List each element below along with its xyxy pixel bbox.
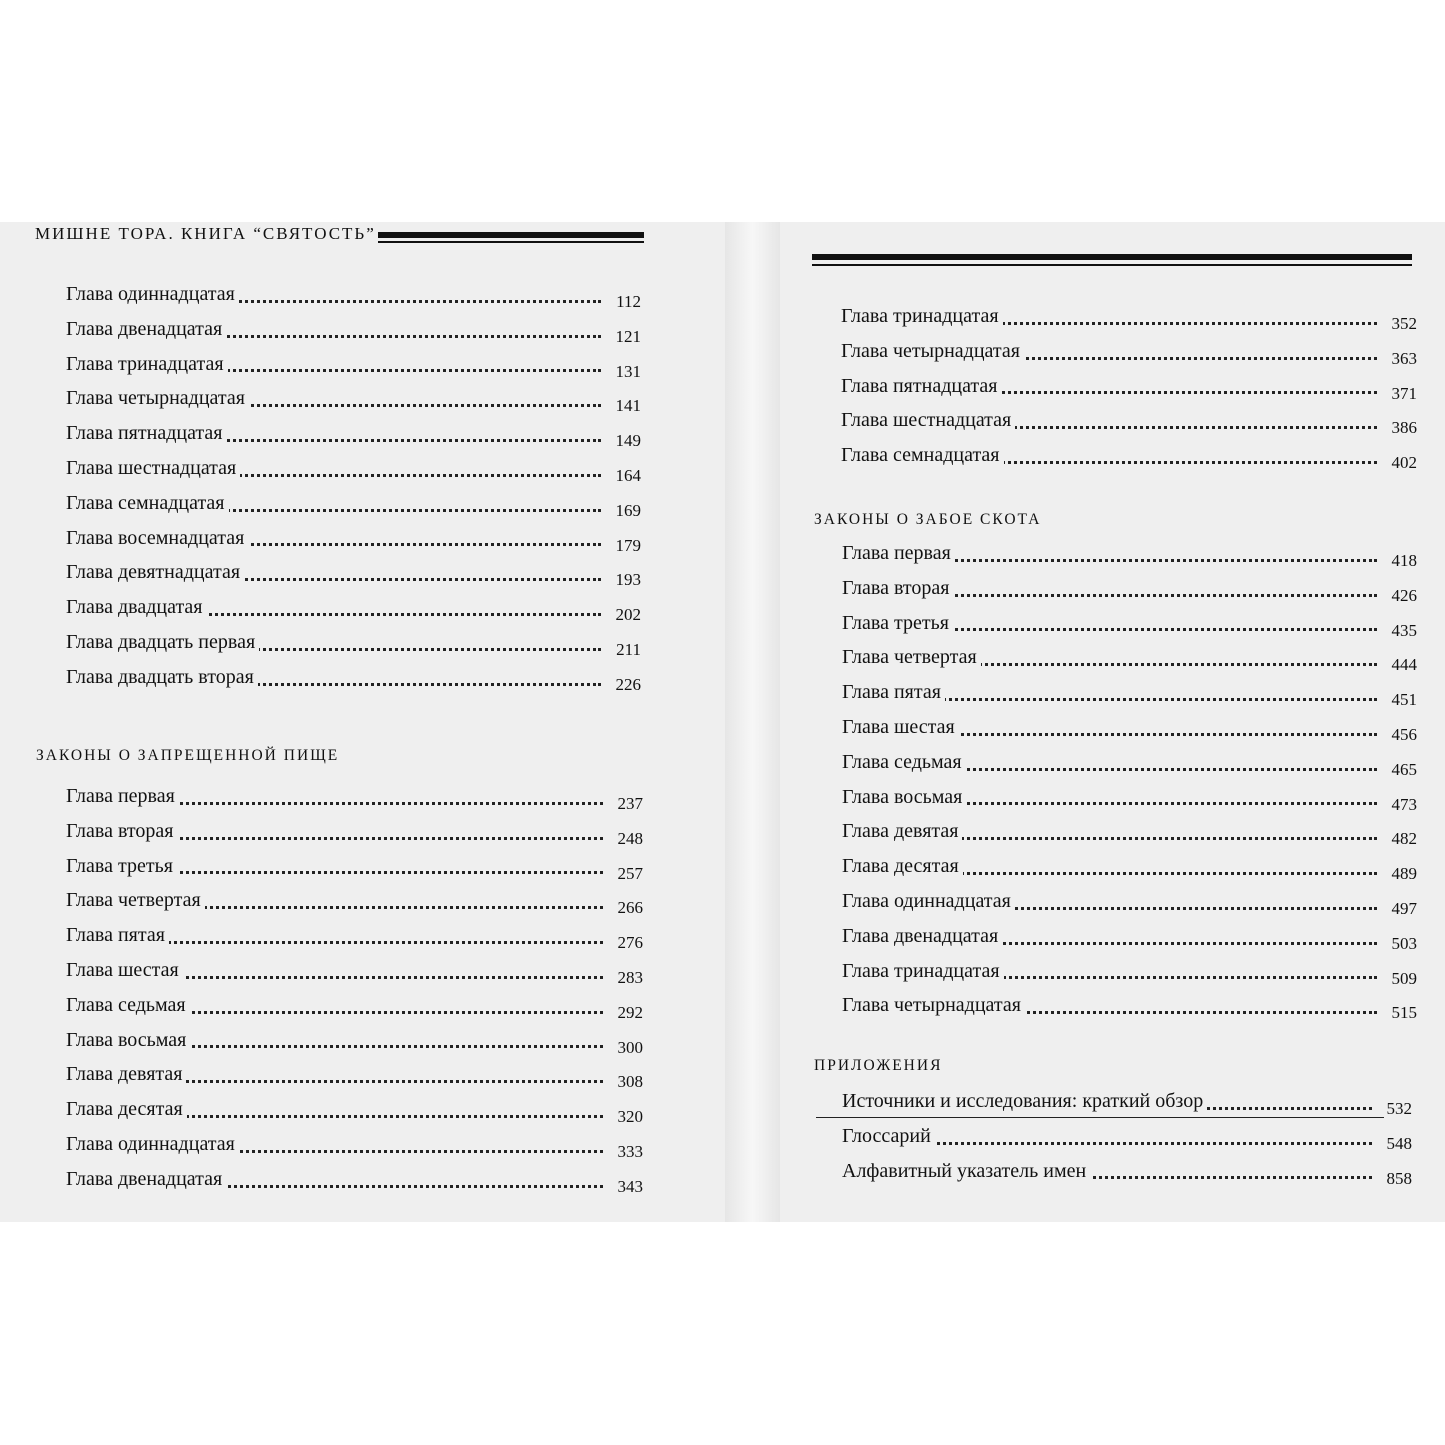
toc-entry-page: 112 — [613, 285, 641, 320]
toc-entry-title: Алфавитный указатель имен — [842, 1160, 1090, 1182]
toc-entry-page: 257 — [615, 857, 644, 892]
toc-entry — [842, 675, 1417, 710]
toc-entry-title: Глава шестая — [842, 716, 959, 738]
toc-entry-page: 169 — [613, 494, 642, 529]
toc-entry-page: 532 — [1384, 1092, 1413, 1127]
toc-entry-title: Глоссарий — [842, 1125, 935, 1147]
toc-entry — [66, 590, 641, 625]
toc-entry — [66, 883, 643, 918]
toc-entry — [841, 403, 1417, 438]
toc-entry — [66, 1023, 643, 1058]
toc-list — [842, 1084, 1412, 1188]
toc-entry-title: Глава двадцать первая — [66, 631, 259, 653]
toc-entry — [66, 849, 643, 884]
toc-entry-page: 333 — [615, 1135, 644, 1170]
toc-entry — [841, 334, 1417, 369]
toc-entry-title: Глава первая — [66, 785, 179, 807]
toc-entry-title: Глава двенадцатая — [66, 1168, 226, 1190]
toc-entry-page: 548 — [1384, 1127, 1413, 1162]
toc-entry-title: Глава пятнадцатая — [66, 422, 227, 444]
header-rule-thin — [812, 264, 1412, 266]
toc-entry-page: 121 — [613, 320, 642, 355]
toc-entry-title: Источники и исследования: краткий обзор — [842, 1090, 1207, 1112]
toc-entry-page: 292 — [615, 996, 644, 1031]
section-title: ЗАКОНЫ О ЗАПРЕЩЕННОЙ ПИЩЕ — [36, 747, 340, 764]
toc-entry — [66, 347, 641, 382]
toc-list — [66, 779, 643, 1197]
toc-entry — [66, 555, 641, 590]
toc-entry-page: 515 — [1389, 996, 1418, 1031]
toc-entry — [66, 381, 641, 416]
appendix-rule — [816, 1117, 1412, 1118]
toc-entry — [842, 710, 1417, 745]
toc-entry — [66, 451, 641, 486]
toc-entry-page: 237 — [615, 787, 644, 822]
toc-entry — [842, 919, 1417, 954]
toc-entry — [842, 536, 1417, 571]
toc-entry-page: 226 — [613, 668, 642, 703]
toc-entry-page: 444 — [1389, 648, 1418, 683]
toc-entry-title: Глава десятая — [842, 855, 963, 877]
toc-entry-title: Глава пятая — [66, 924, 169, 946]
toc-entry — [66, 416, 641, 451]
toc-entry — [841, 299, 1417, 334]
toc-entry-page: 179 — [613, 529, 642, 564]
toc-entry-page: 426 — [1389, 579, 1418, 614]
book-gutter — [725, 222, 780, 1222]
toc-entry-title: Глава двенадцатая — [842, 925, 1002, 947]
toc-list — [841, 299, 1417, 473]
toc-entry — [841, 438, 1417, 473]
toc-entry-title: Глава четырнадцатая — [842, 994, 1025, 1016]
toc-entry — [842, 814, 1417, 849]
toc-entry-title: Глава третья — [66, 855, 177, 877]
toc-entry — [66, 1162, 643, 1197]
toc-entry — [842, 988, 1417, 1023]
toc-entry-page: 320 — [615, 1100, 644, 1135]
toc-entry-page: 248 — [615, 822, 644, 857]
toc-entry-title: Глава девятнадцатая — [66, 561, 244, 583]
toc-entry — [66, 521, 641, 556]
toc-entry-page: 266 — [615, 891, 644, 926]
header-rule — [812, 254, 1412, 260]
toc-entry — [842, 1154, 1412, 1189]
toc-entry-page: 363 — [1389, 342, 1418, 377]
toc-entry-title: Глава вторая — [66, 820, 177, 842]
toc-entry-title: Глава шестая — [66, 959, 183, 981]
toc-entry — [66, 988, 643, 1023]
toc-entry — [66, 779, 643, 814]
toc-entry-title: Глава девятая — [842, 820, 962, 842]
toc-entry-page: 465 — [1389, 753, 1418, 788]
toc-entry-title: Глава десятая — [66, 1098, 187, 1120]
appendix-title: ПРИЛОЖЕНИЯ — [814, 1057, 943, 1074]
toc-entry-page: 352 — [1389, 307, 1418, 342]
toc-entry-title: Глава двадцатая — [66, 596, 207, 618]
toc-entry — [66, 918, 643, 953]
toc-entry-page: 435 — [1389, 614, 1418, 649]
toc-entry-title: Глава шестнадцатая — [66, 457, 240, 479]
toc-entry-page: 402 — [1389, 446, 1418, 481]
toc-entry — [66, 1092, 643, 1127]
toc-entry — [842, 884, 1417, 919]
running-head: МИШНЕ ТОРА. КНИГА “СВЯТОСТЬ” — [35, 224, 376, 243]
toc-entry — [841, 369, 1417, 404]
book-spread — [0, 222, 1445, 1222]
toc-entry-title: Глава третья — [842, 612, 953, 634]
toc-entry — [66, 486, 641, 521]
toc-entry — [66, 1057, 643, 1092]
toc-entry-title: Глава пятая — [842, 681, 945, 703]
toc-entry-page: 489 — [1389, 857, 1418, 892]
toc-entry-page: 343 — [615, 1170, 644, 1205]
toc-entry-page: 482 — [1389, 822, 1418, 857]
toc-entry-title: Глава одиннадцатая — [842, 890, 1015, 912]
toc-entry — [842, 849, 1417, 884]
toc-entry-page: 418 — [1389, 544, 1418, 579]
toc-entry-title: Глава восьмая — [842, 786, 966, 808]
toc-entry — [66, 312, 641, 347]
toc-entry-page: 509 — [1389, 962, 1418, 997]
toc-entry-page: 371 — [1389, 377, 1418, 412]
toc-entry-page: 131 — [613, 355, 642, 390]
toc-entry-title: Глава четырнадцатая — [841, 340, 1024, 362]
toc-entry-page: 308 — [615, 1065, 644, 1100]
toc-entry — [842, 745, 1417, 780]
toc-entry — [842, 606, 1417, 641]
toc-list — [66, 277, 641, 695]
toc-entry — [842, 1119, 1412, 1154]
header-rule — [378, 232, 644, 238]
toc-entry-title: Глава вторая — [842, 577, 953, 599]
toc-entry — [842, 571, 1417, 606]
toc-entry-title: Глава пятнадцатая — [841, 375, 1002, 397]
toc-entry-page: 283 — [615, 961, 644, 996]
toc-entry-page: 300 — [615, 1031, 644, 1066]
toc-entry-page: 164 — [613, 459, 642, 494]
section-title: ЗАКОНЫ О ЗАБОЕ СКОТА — [814, 511, 1042, 528]
left-page — [0, 222, 725, 1222]
toc-entry-page: 386 — [1389, 411, 1418, 446]
toc-entry-page: 276 — [615, 926, 644, 961]
toc-entry-title: Глава семнадцатая — [66, 492, 229, 514]
right-page — [780, 222, 1445, 1222]
toc-entry — [66, 953, 643, 988]
toc-entry-title: Глава двадцать вторая — [66, 666, 258, 688]
toc-entry-page: 456 — [1389, 718, 1418, 753]
toc-entry — [66, 814, 643, 849]
toc-entry-title: Глава одиннадцатая — [66, 283, 239, 305]
toc-entry — [66, 1127, 643, 1162]
toc-entry-title: Глава четвертая — [66, 889, 205, 911]
toc-entry-title: Глава первая — [842, 542, 955, 564]
toc-entry-page: 149 — [613, 424, 642, 459]
toc-entry-page: 497 — [1389, 892, 1418, 927]
toc-entry-page: 202 — [613, 598, 642, 633]
toc-entry — [842, 640, 1417, 675]
toc-entry-title: Глава семнадцатая — [841, 444, 1004, 466]
toc-entry-page: 141 — [613, 389, 642, 424]
toc-list — [842, 536, 1417, 1023]
toc-entry-title: Глава восьмая — [66, 1029, 190, 1051]
toc-entry-page: 451 — [1389, 683, 1418, 718]
toc-entry-title: Глава тринадцатая — [842, 960, 1004, 982]
toc-entry-title: Глава четвертая — [842, 646, 981, 668]
toc-entry — [66, 625, 641, 660]
toc-entry — [842, 1084, 1412, 1119]
header-rule-thin — [378, 241, 644, 243]
toc-entry-page: 193 — [613, 563, 642, 598]
toc-entry — [842, 954, 1417, 989]
toc-entry-title: Глава одиннадцатая — [66, 1133, 239, 1155]
toc-entry — [66, 660, 641, 695]
toc-entry-page: 211 — [613, 633, 641, 668]
toc-entry-page: 473 — [1389, 788, 1418, 823]
toc-entry-title: Глава тринадцатая — [841, 305, 1003, 327]
toc-entry-title: Глава восемнадцатая — [66, 527, 248, 549]
toc-entry-title: Глава двенадцатая — [66, 318, 226, 340]
toc-entry-title: Глава четырнадцатая — [66, 387, 249, 409]
toc-entry-title: Глава седьмая — [842, 751, 966, 773]
toc-entry-page: 858 — [1384, 1162, 1413, 1197]
toc-entry-page: 503 — [1389, 927, 1418, 962]
toc-entry-title: Глава шестнадцатая — [841, 409, 1015, 431]
toc-entry-title: Глава тринадцатая — [66, 353, 228, 375]
toc-entry — [842, 780, 1417, 815]
toc-entry — [66, 277, 641, 312]
toc-entry-title: Глава седьмая — [66, 994, 190, 1016]
toc-entry-title: Глава девятая — [66, 1063, 186, 1085]
